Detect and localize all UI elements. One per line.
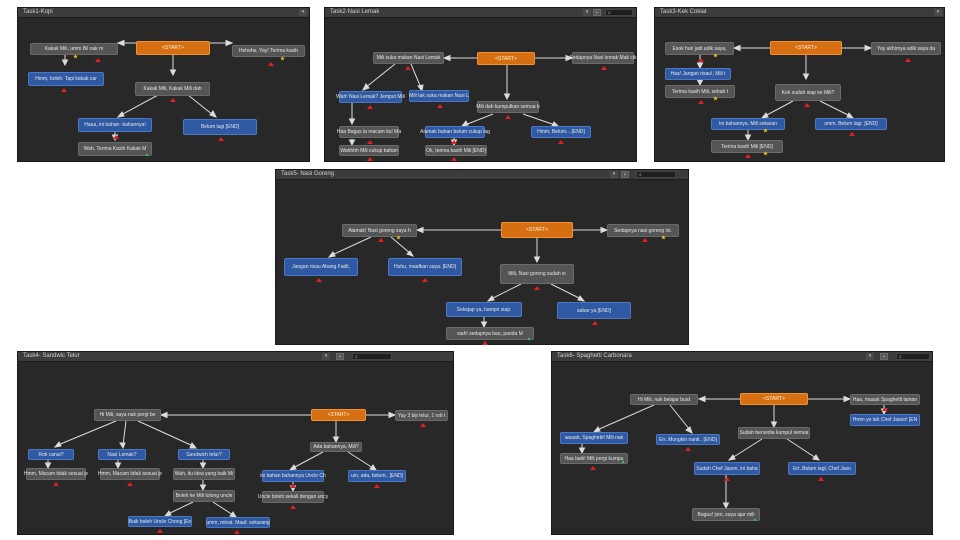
graph-panel-task2[interactable] [324, 7, 637, 162]
start-node[interactable] [311, 409, 366, 421]
node-label: Alamak! Nasi goreng saya h [348, 227, 411, 234]
warning-triangle-icon [127, 482, 133, 486]
warning-triangle-icon [420, 423, 426, 427]
warning-triangle-icon [745, 154, 751, 158]
node-label: Boleh ke Mili tolong uncle [175, 493, 233, 499]
search-input[interactable]: ⌕ [636, 171, 676, 178]
dialogue-node[interactable] [395, 410, 448, 421]
warning-triangle-icon [234, 530, 240, 534]
dialogue-node[interactable] [178, 449, 230, 460]
dialogue-node[interactable] [342, 224, 417, 237]
node-label: Wah, itu idea yang baik Mi [174, 471, 234, 477]
dialogue-node[interactable] [284, 258, 358, 276]
dialogue-node[interactable] [30, 43, 118, 55]
dialogue-node[interactable] [135, 82, 210, 96]
node-label: ini bahan bahannya Uncle Ch [260, 473, 326, 479]
node-label: Ada bahannya, Mili? [313, 444, 359, 450]
warning-triangle-icon [290, 505, 296, 509]
panel-menu-button[interactable]: ▾ [934, 9, 942, 16]
node-label: Kakak Mili, umm Bil nak m [44, 46, 104, 52]
dialogue-node[interactable] [694, 462, 760, 475]
dialogue-node[interactable] [425, 145, 487, 156]
warning-triangle-icon [451, 157, 457, 161]
dialogue-node[interactable] [98, 449, 146, 460]
dialogue-node[interactable] [183, 119, 257, 135]
warning-triangle-icon [451, 140, 457, 144]
dialogue-node[interactable] [775, 84, 841, 101]
node-label: Sandwich telur? [186, 451, 222, 458]
dialogue-node[interactable] [560, 453, 628, 464]
dialogue-node[interactable] [560, 432, 628, 444]
node-label: waaah, Spaghetti! Mili nak [564, 435, 624, 441]
node-label: Mili tak suka makan Nasi L [409, 93, 469, 99]
warning-triangle-icon [698, 100, 704, 104]
panel-title: Task5- Nasi Goreng [281, 171, 335, 177]
warning-triangle-icon [374, 484, 380, 488]
dialogue-node[interactable] [815, 118, 887, 130]
node-label: umm, minat. Maaf. sekarang [206, 519, 270, 526]
panel-menu-button[interactable]: ▾ [866, 353, 874, 360]
warning-triangle-icon [218, 137, 224, 141]
dialogue-node[interactable] [477, 101, 539, 113]
warning-triangle-icon [367, 157, 373, 161]
dialogue-node[interactable] [78, 118, 152, 132]
dialogue-node[interactable] [409, 90, 469, 102]
warning-triangle-icon [882, 407, 888, 411]
node-label: Kek sudah siap ke Mili? [781, 89, 835, 96]
node-label: Sudah bersedia kumpul semua [739, 430, 809, 436]
node-label: Wahhhh Mili cukup bahan [340, 147, 398, 154]
start-node[interactable] [770, 41, 842, 55]
graph-canvas[interactable] [276, 180, 688, 344]
warning-triangle-icon [61, 88, 67, 92]
start-node[interactable] [501, 222, 573, 238]
dialogue-node[interactable] [78, 142, 152, 156]
warning-triangle-icon [698, 58, 704, 62]
end-marker-icon [146, 154, 148, 156]
dialogue-node[interactable] [738, 427, 810, 439]
node-label: <START> [162, 45, 184, 51]
search-input[interactable]: ⌕ [605, 9, 633, 16]
warning-triangle-icon [849, 132, 855, 136]
dialogue-node[interactable] [28, 449, 74, 460]
panel-menu-button[interactable]: ▾ [322, 353, 330, 360]
node-label: Bagus! jom, saya ajar mili [697, 511, 755, 518]
node-label: Hmm, Belum... [END] [537, 129, 585, 135]
graph-panel-task5[interactable] [275, 169, 689, 345]
warning-triangle-icon [804, 103, 810, 107]
node-label: <START> [795, 45, 817, 51]
dialogue-node[interactable] [23, 468, 89, 480]
dialogue-node[interactable] [206, 517, 270, 528]
node-label: Jangan risau Abang Fadil, [292, 264, 350, 270]
warning-triangle-icon [818, 477, 824, 481]
graph-canvas[interactable] [552, 362, 932, 534]
warning-triangle-icon [378, 238, 384, 242]
dialogue-node[interactable] [711, 140, 783, 153]
node-label: Uncle boleh sekali dengan uncy [257, 494, 329, 500]
graph-panel-task4[interactable] [17, 351, 454, 535]
warning-triangle-icon [268, 62, 274, 66]
node-label: Alamak bahan belum cukup lag [420, 129, 490, 135]
dialogue-node[interactable] [173, 490, 235, 502]
node-label: Ok, terima kasih Mili [END] [426, 147, 486, 154]
node-label: umm, Belum lagi. [END] [824, 121, 878, 127]
dialogue-node[interactable] [310, 442, 362, 452]
dialogue-node[interactable] [871, 42, 941, 55]
node-label: Hehehe, Yay! Terima kasih [238, 48, 299, 54]
node-label: Baik boleh Uncle Chong [En [128, 518, 192, 525]
dialogue-node[interactable] [665, 42, 734, 55]
node-label: Err..Belum lagi, Chef Jaso [793, 465, 851, 472]
node-label: Kakak Mili, Kakak Mili dah [143, 86, 202, 92]
search-input[interactable]: ⌕ [352, 353, 392, 360]
graph-edges [18, 362, 453, 534]
dialogue-node[interactable] [373, 52, 444, 64]
panel-menu-button[interactable]: ▾ [610, 171, 618, 178]
node-label: Esok hari jadi adik saya, [672, 45, 727, 52]
search-input[interactable]: ⌕ [896, 353, 930, 360]
warning-triangle-icon [405, 66, 411, 70]
end-marker-icon [754, 519, 756, 521]
node-label: Belum lagi [END] [200, 124, 240, 130]
node-label: um, ada, belum.. [END] [351, 473, 403, 479]
node-label: Err..Mungkin nanti.. [END] [659, 436, 717, 443]
node-label: Mili dah kumpulkan semua b [476, 104, 540, 110]
graph-panel-task1[interactable] [17, 7, 310, 162]
warning-triangle-icon [367, 105, 373, 109]
node-label: Wah! Nasi Lemak? Jemput Mili [336, 94, 405, 100]
dialogue-node[interactable] [173, 468, 235, 480]
add-node-button[interactable]: + [621, 171, 629, 178]
node-label: Hmm, Macam tidak sesuai je [97, 471, 163, 477]
graph-canvas[interactable] [18, 362, 453, 534]
dialogue-node[interactable] [557, 302, 631, 319]
warning-triangle-icon [590, 466, 596, 470]
panel-header [655, 8, 944, 18]
dialogue-node[interactable] [850, 394, 920, 405]
warning-triangle-icon [505, 115, 511, 119]
panel-header [18, 352, 453, 362]
graph-canvas[interactable] [325, 18, 636, 161]
warning-triangle-icon [422, 278, 428, 282]
dialogue-node[interactable] [630, 394, 698, 405]
node-label: Hmm, Macam tidak sesuai je [23, 471, 89, 477]
dialogue-node[interactable] [232, 45, 305, 57]
node-label: Hmm ye lah Chef Jason! [EN [852, 417, 918, 423]
warning-triangle-icon [905, 58, 911, 62]
node-label: Ini bahannya, Mili sekaran [718, 121, 778, 127]
dialogue-node[interactable] [128, 516, 192, 527]
dialogue-node[interactable] [850, 414, 920, 426]
end-marker-icon [528, 338, 530, 340]
warning-triangle-icon [724, 477, 730, 481]
node-label: Terima kasih Mili, sebab t [671, 88, 729, 95]
node-label: Haa Bagus la macam itu! Ma [336, 129, 402, 135]
node-label: Terima kasih Mili [END] [721, 143, 773, 150]
warning-triangle-icon [316, 278, 322, 282]
warning-triangle-icon [482, 341, 488, 345]
panel-title: Task6- Spaghetti Carbonara [557, 353, 632, 359]
dialogue-node[interactable] [656, 434, 720, 445]
node-label: Haa! Jangan risau!, Mili t [670, 71, 726, 77]
dialogue-node[interactable] [531, 126, 591, 138]
node-label: <START> [495, 55, 517, 62]
add-node-button[interactable]: + [593, 9, 601, 16]
node-label: <START> [327, 412, 350, 418]
start-node[interactable] [136, 41, 210, 55]
warning-triangle-icon [113, 135, 119, 139]
panel-menu-button[interactable]: ▾ [299, 9, 307, 16]
warning-triangle-icon [685, 447, 691, 451]
dialogue-node[interactable] [711, 118, 785, 130]
dialogue-node[interactable] [257, 491, 329, 503]
node-label: Nasi Lemak? [107, 451, 137, 458]
dialogue-node[interactable] [788, 462, 856, 475]
dialogue-node[interactable] [94, 409, 161, 421]
dialogue-node[interactable] [262, 470, 324, 482]
end-marker-icon [622, 461, 624, 463]
node-label: Haa baik! Mili pergi kumpu [564, 455, 624, 462]
warning-triangle-icon [558, 140, 564, 144]
dialogue-node[interactable] [28, 72, 104, 86]
start-node[interactable] [477, 52, 535, 65]
node-label: Hi Mili, nak belajar buat [638, 396, 690, 403]
dialogue-node[interactable] [348, 470, 406, 482]
panel-title: Task4- Sandwic Telur [23, 353, 80, 359]
dialogue-node[interactable] [336, 126, 402, 138]
dialogue-node[interactable] [388, 258, 462, 276]
panel-header [552, 352, 932, 362]
node-label: <START> [763, 396, 785, 402]
panel-header [18, 8, 309, 18]
warning-triangle-icon [592, 321, 598, 325]
node-label: Yay 3 biji telur, 1 roti t [397, 412, 446, 419]
node-label: Yay akhirnya adik saya da [877, 45, 935, 52]
node-label: Huhu, maafkan saya. [END] [394, 264, 456, 270]
start-node[interactable] [740, 393, 808, 405]
dialogue-node[interactable] [97, 468, 163, 480]
node-label: Mili suka makan Nasi Lemak [376, 55, 441, 61]
dialogue-node[interactable] [569, 52, 637, 64]
node-label: Wah, Terima Kasih Kakak M [83, 146, 147, 152]
node-label: Mili, Nasi goreng sudah si [508, 271, 566, 277]
dialogue-node[interactable] [446, 302, 522, 317]
warning-triangle-icon [157, 529, 163, 533]
warning-triangle-icon [170, 98, 176, 102]
panel-title: Task1-Kopi [23, 9, 53, 15]
node-label: Sudah Chef Jason, ini baha [696, 465, 758, 472]
panel-header [325, 8, 636, 18]
dialogue-node[interactable] [339, 145, 399, 156]
graph-panel-task6[interactable] [551, 351, 933, 535]
node-label: <START> [526, 227, 548, 233]
node-label: Haaa, ini bahan- bahannya! [84, 122, 146, 128]
dialogue-node[interactable] [692, 508, 760, 521]
warning-triangle-icon [601, 66, 607, 70]
dialogue-node[interactable] [420, 126, 490, 138]
graph-canvas[interactable] [18, 18, 309, 161]
graph-canvas[interactable] [655, 18, 944, 161]
node-label: Sedapnya Nasi lemak Mak cik [569, 55, 637, 61]
dialogue-node[interactable] [336, 91, 405, 103]
node-label: Haa, masak Spaghetti laman [852, 396, 918, 403]
node-label: Roti canai? [38, 451, 64, 458]
add-node-button[interactable]: + [880, 353, 888, 360]
add-node-button[interactable]: + [336, 353, 344, 360]
warning-triangle-icon [95, 58, 101, 62]
node-label: Sedapnya nasi goreng ini. [614, 227, 672, 234]
node-label: Sekejap ya, hampir siap. [456, 306, 512, 313]
dialogue-node[interactable] [665, 85, 735, 98]
dialogue-node[interactable] [500, 264, 574, 284]
dialogue-node[interactable] [446, 327, 534, 340]
panel-title: Task2-Nasi Lemak [330, 9, 380, 15]
panel-menu-button[interactable]: ▾ [583, 9, 591, 16]
dialogue-node[interactable] [665, 68, 731, 80]
warning-triangle-icon [437, 104, 443, 108]
node-label: wah! sedapnya bau, panda M [457, 330, 523, 337]
warning-triangle-icon [642, 238, 648, 242]
graph-panel-task3[interactable] [654, 7, 945, 162]
panel-title: Task3-Kek Coklat [660, 9, 707, 15]
warning-triangle-icon [290, 484, 296, 488]
warning-triangle-icon [367, 140, 373, 144]
warning-triangle-icon [534, 286, 540, 290]
node-label: Hi Mili, saya nak pergi be [99, 412, 156, 418]
dialogue-node[interactable] [607, 224, 679, 237]
panel-header [276, 170, 688, 180]
node-label: Hmm, boleh. Tapi kakak car [35, 76, 97, 82]
node-label: sabar ya [END] [577, 307, 611, 314]
warning-triangle-icon [53, 482, 59, 486]
